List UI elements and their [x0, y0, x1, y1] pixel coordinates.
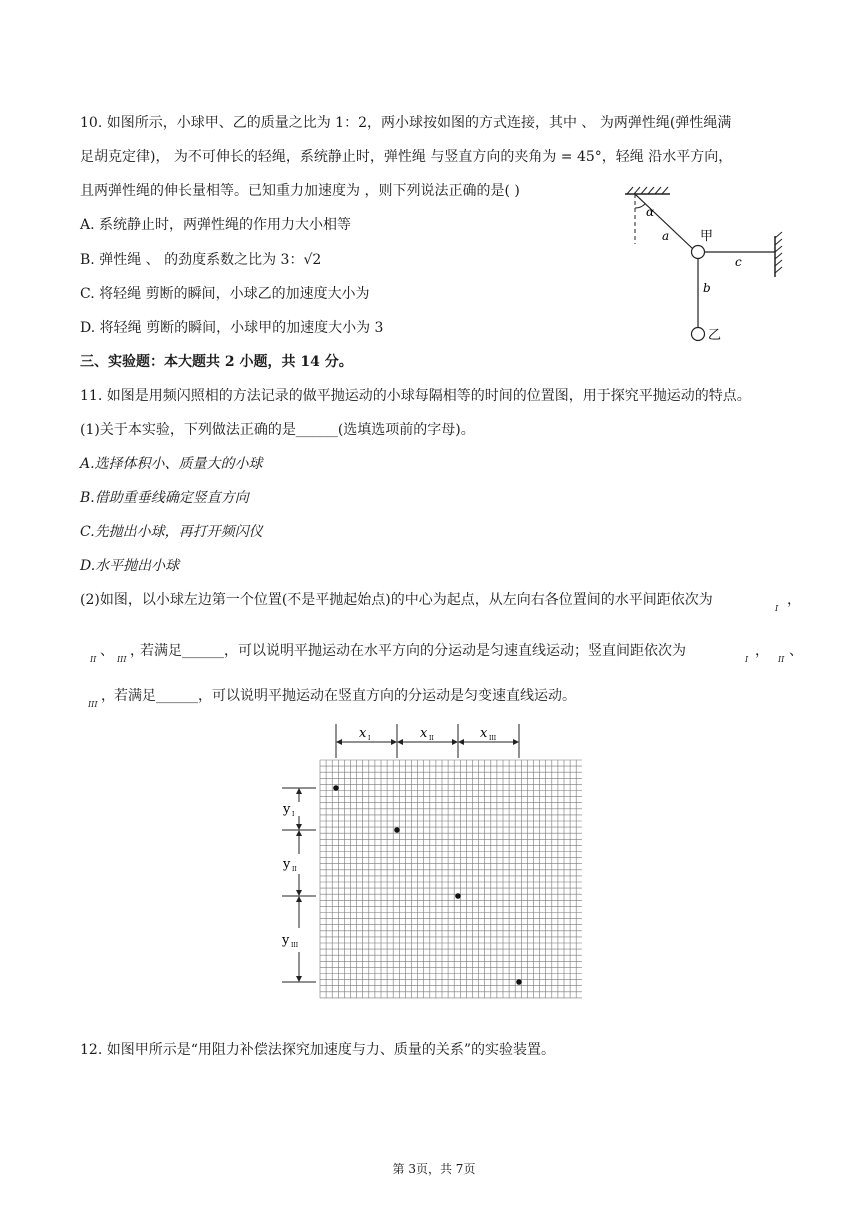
- q11-option-c: C.先抛出小球，再打开频闪仪: [80, 524, 263, 540]
- sub-yII: II: [778, 655, 785, 664]
- sub-xII: II: [90, 655, 97, 664]
- wall-hatch: [775, 232, 782, 273]
- comma-2: ，: [130, 643, 144, 659]
- label-a: a: [662, 229, 670, 243]
- comma-1: ，: [787, 592, 801, 608]
- x3-sub: III: [489, 735, 497, 742]
- ball-position-1: [333, 785, 339, 791]
- label-jia: 甲: [700, 229, 714, 244]
- x2-label: x: [420, 726, 428, 741]
- q11-grid-figure: [270, 716, 590, 1006]
- sub-yIII: III: [88, 700, 98, 709]
- x3-label: x: [480, 726, 488, 741]
- label-c: c: [735, 255, 742, 269]
- comma-4: ，: [101, 688, 115, 704]
- y2-sub: II: [292, 866, 297, 873]
- q10-option-a: A. 系统静止时，两弹性绳的作用力大小相等: [80, 217, 352, 233]
- y3-sub: III: [291, 942, 299, 949]
- label-yi: 乙: [708, 328, 722, 343]
- label-b: b: [703, 281, 711, 295]
- sub-xI: I: [775, 604, 779, 613]
- sub-yI: I: [745, 655, 749, 664]
- q11-part2-line1: (2)如图，以小球左边第一个位置(不是平抛起始点)的中心为起点，从左向右各位置间的水平间距依次为: [80, 592, 713, 608]
- q11-option-d: D.水平抛出小球: [80, 558, 180, 574]
- y-dimension-lines: [282, 788, 316, 982]
- ball-position-3: [455, 893, 461, 899]
- y1-label: y: [283, 802, 291, 817]
- ball-jia: [692, 246, 705, 259]
- alpha-label: α: [646, 205, 655, 219]
- y2-label: y: [283, 857, 291, 872]
- page-footer: 第 3页，共 7页: [392, 1162, 476, 1176]
- x2-sub: II: [429, 735, 434, 742]
- sub-xIII: III: [117, 655, 127, 664]
- ball-position-2: [394, 827, 400, 833]
- q11-option-b: B.借助重垂线确定竖直方向: [80, 490, 249, 506]
- q11-line1: 11. 如图是用频闪照相的方法记录的做平抛运动的小球每隔相等的时间的位置图，用于探究平抛运动的特点。: [80, 388, 751, 404]
- comma-3: ，: [755, 643, 769, 659]
- q10-option-d: D. 将轻绳 剪断的瞬间，小球甲的加速度大小为 3: [80, 320, 384, 336]
- q10-option-c: C. 将轻绳 剪断的瞬间，小球乙的加速度大小为: [80, 286, 370, 302]
- section-3-heading: 三、实验题：本大题共 2 小题，共 14 分。: [80, 354, 353, 370]
- q11-option-a: A.选择体积小、质量大的小球: [80, 456, 263, 472]
- q10-line1: 10. 如图所示，小球甲、乙的质量之比为 1：2，两小球按如图的方式连接，其中 、 为两弹性绳(弹性绳满: [80, 115, 732, 131]
- ball-position-4: [516, 979, 522, 985]
- angle-arc: [635, 204, 645, 208]
- sep-1: 、: [100, 643, 114, 659]
- ball-yi: [692, 328, 705, 341]
- y3-label: y: [282, 933, 290, 948]
- q10-line2: 足胡克定律)， 为不可伸长的轻绳，系统静止时，弹性绳 与竖直方向的夹角为 = 45°，轻绳 沿水平方向，: [80, 149, 733, 165]
- y1-sub: I: [292, 811, 295, 818]
- ceiling-hatch: [627, 187, 668, 194]
- q10-figure: [615, 182, 790, 347]
- x1-sub: I: [368, 735, 371, 742]
- q11-part1: (1)关于本实验，下列做法正确的是______(选填选项前的字母)。: [80, 422, 475, 438]
- q10-option-b: B. 弹性绳 、 的劲度系数之比为 3：√2: [80, 252, 322, 268]
- grid-lines: [320, 760, 582, 998]
- sep-2: 、: [789, 643, 803, 659]
- q11-part2-line2: 若满足______，可以说明平抛运动在水平方向的分运动是匀速直线运动；竖直间距依次为: [140, 643, 686, 659]
- q12-line1: 12. 如图甲所示是“用阻力补偿法探究加速度与力、质量的关系”的实验装置。: [80, 1042, 556, 1058]
- q11-part2-line3: 若满足______，可以说明平抛运动在竖直方向的分运动是匀变速直线运动。: [114, 688, 576, 704]
- q10-line3: 且两弹性绳的伸长量相等。已知重力加速度为 ，则下列说法正确的是( ): [80, 183, 520, 199]
- x1-label: x: [359, 726, 367, 741]
